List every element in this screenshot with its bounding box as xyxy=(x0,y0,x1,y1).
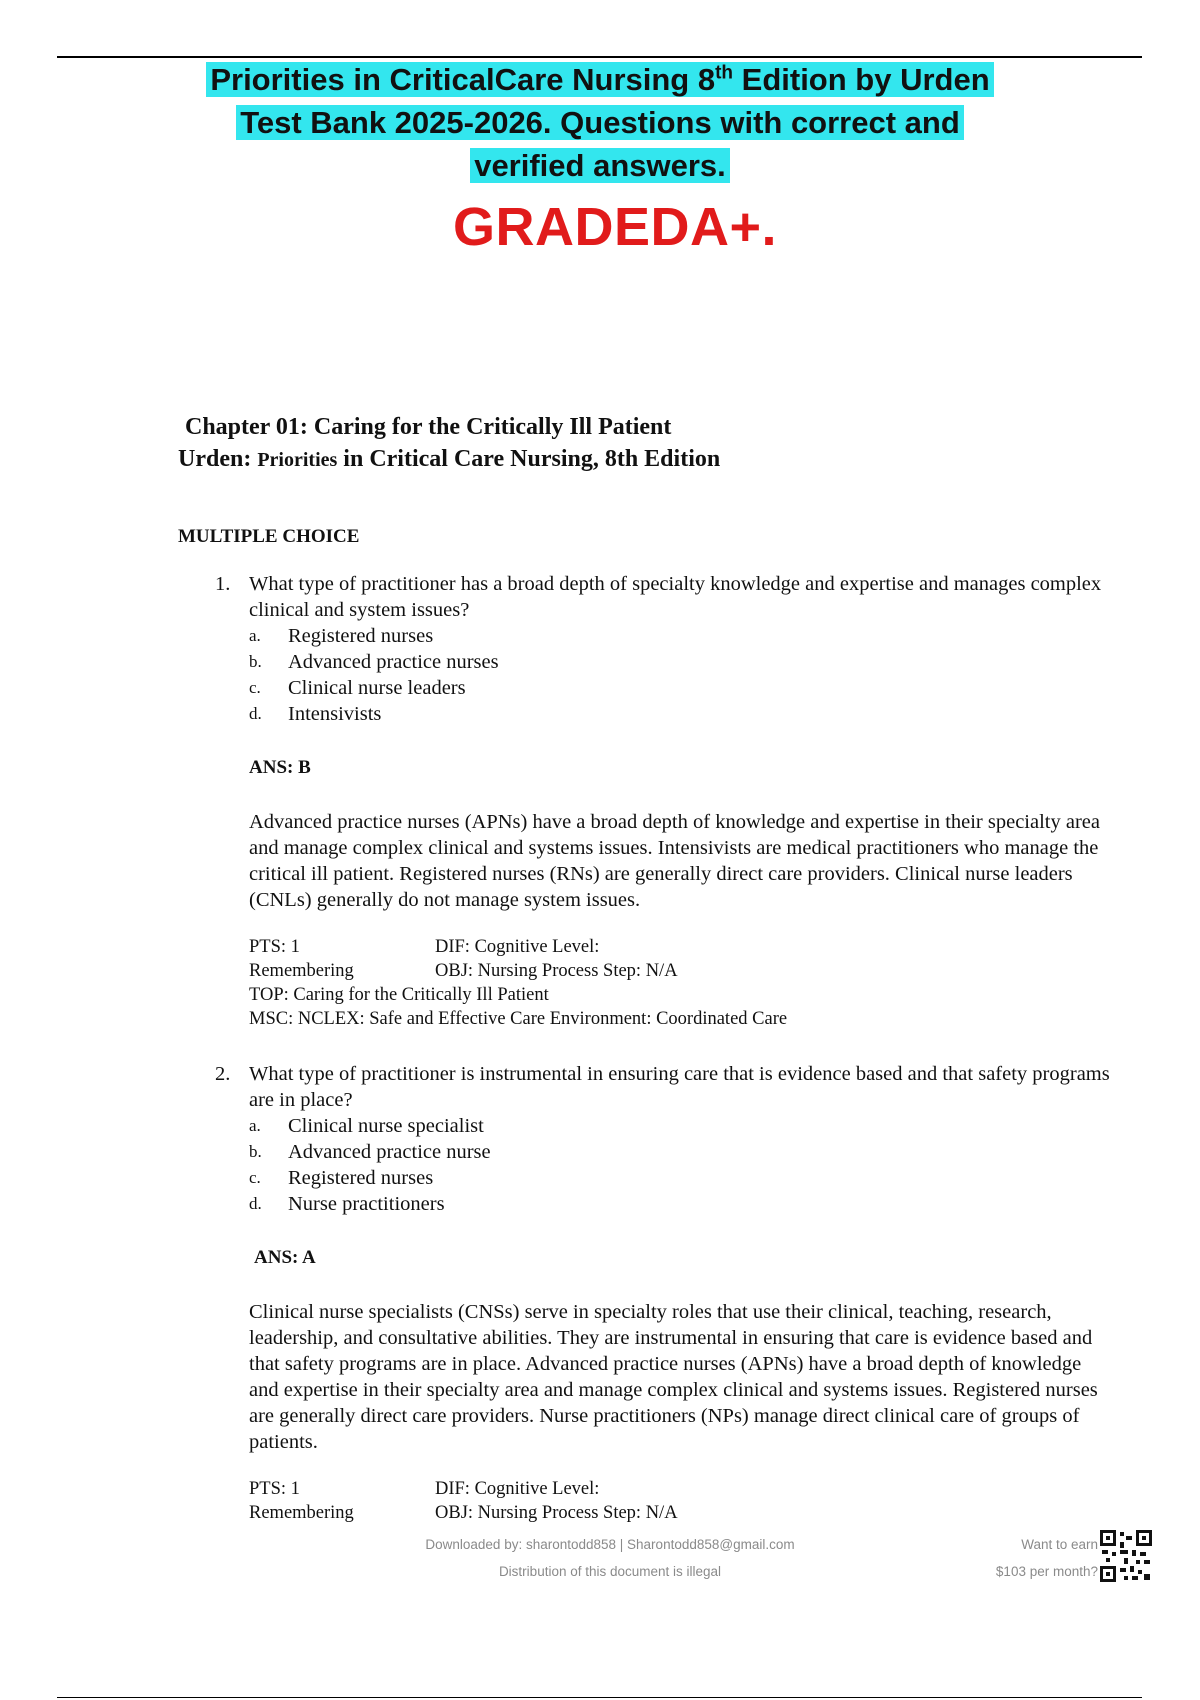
chapter-title: Chapter 01: Caring for the Critically Ill Patient xyxy=(185,414,672,440)
section-heading: MULTIPLE CHOICE xyxy=(178,526,360,547)
document-title xyxy=(0,58,1200,187)
answer-option: d. Intensivists xyxy=(249,703,382,725)
rationale: Clinical nurse specialists (CNSs) serve in specialty roles that use their clinical, teaching, research, leadership, and consultative abilities. They are instrumental in ensuring that care is evidence based and that safety programs are in place. Advanced practice nurses (APNs) have a broad depth of knowledge and expertise in their specialty area and manage complex clinical and systems issues. Registered nurses are generally direct care providers. Nurse practitioners (NPs) manage direct clinical care of groups of patients. xyxy=(249,1301,1098,1453)
question-stem: What type of practitioner is instrumental in ensuring care that is evidence based and that safety programs are in place? xyxy=(249,1063,1110,1111)
question-metadata: PTS: 1 DIF: Cognitive Level: Remembering OBJ: Nursing Process Step: N/A TOP: Caring for the Critically Ill Patient MSC: NCLEX: Safe and Effective Care Environment: Coordinated Care xyxy=(249,937,788,1029)
question-number: 1. xyxy=(215,573,231,595)
title-line-3: verified answers. xyxy=(470,148,730,183)
download-notice: Downloaded by: sharontodd858 | Sharontodd858@gmail.com Distribution of this document is illegal xyxy=(425,1537,795,1579)
answer-option: b. Advanced practice nurses xyxy=(249,651,499,673)
answer-option: c. Registered nurses xyxy=(249,1167,434,1189)
title-line-2: Test Bank 2025-2026. Questions with correct and xyxy=(236,105,964,140)
title-line-1: Priorities in CriticalCare Nursing 8th Edition by Urden xyxy=(206,62,993,97)
answer-key: ANS: B xyxy=(249,757,311,778)
grade-label: GRADEDA+. xyxy=(452,197,778,257)
question-metadata: PTS: 1 DIF: Cognitive Level: Remembering OBJ: Nursing Process Step: N/A xyxy=(249,1479,678,1523)
qr-code-icon[interactable] xyxy=(1100,1530,1152,1582)
chapter-subtitle: Urden: Priorities in Critical Care Nursing, 8th Edition xyxy=(178,446,721,472)
question-1 xyxy=(215,571,1115,1031)
answer-option: c. Clinical nurse leaders xyxy=(249,677,466,699)
answer-key: ANS: A xyxy=(254,1247,316,1268)
question-number: 2. xyxy=(215,1063,231,1085)
answer-option: b. Advanced practice nurse xyxy=(249,1141,491,1163)
bottom-rule xyxy=(57,1697,1142,1698)
answer-option: a. Clinical nurse specialist xyxy=(249,1115,484,1137)
rationale: Advanced practice nurses (APNs) have a broad depth of knowledge and expertise in their specialty area and manage complex clinical and systems issues. Intensivists are medical practitioners who manage the critical ill patient. Registered nurses (RNs) are generally direct care providers. Clinical nurse leaders (CNLs) generally do not manage system issues. xyxy=(249,811,1100,911)
question-stem: What type of practitioner has a broad depth of specialty knowledge and expertise and manages complex clinical and system issues? xyxy=(249,573,1102,621)
answer-option: d. Nurse practitioners xyxy=(249,1193,445,1215)
answer-option: a. Registered nurses xyxy=(249,625,434,647)
earn-promo[interactable]: Want to earn $103 per month? xyxy=(995,1537,1098,1579)
question-2 xyxy=(215,1061,1115,1525)
